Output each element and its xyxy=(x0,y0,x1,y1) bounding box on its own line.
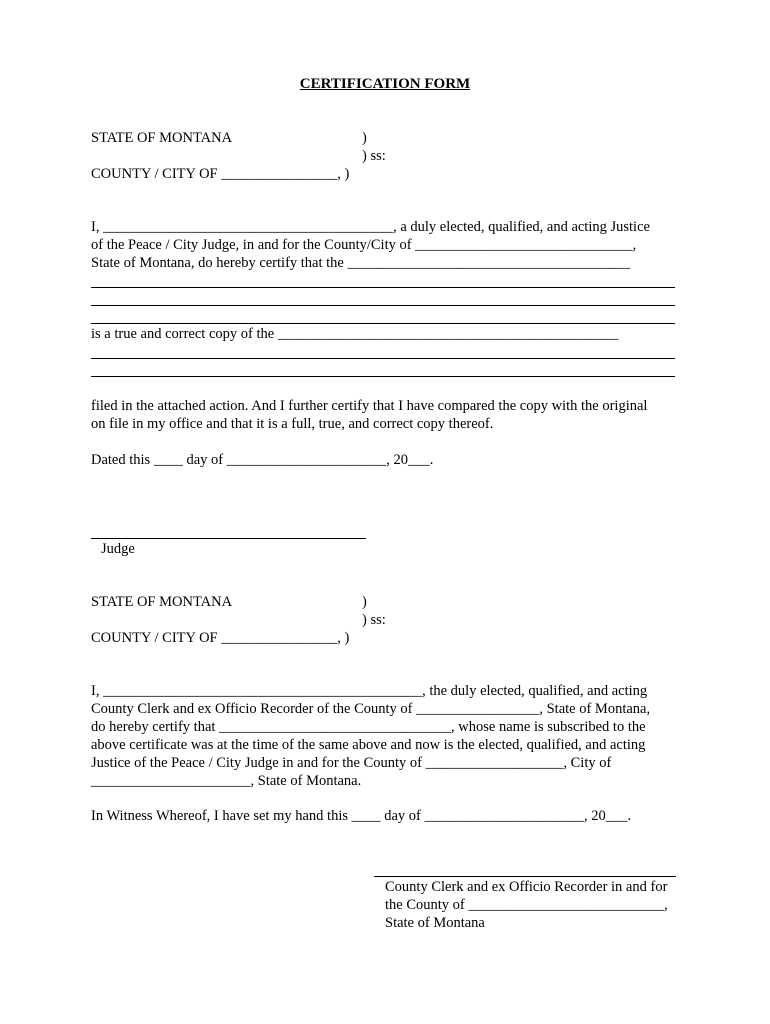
state-of-montana-label: STATE OF MONTANA xyxy=(91,130,233,146)
judge-signature-line xyxy=(91,538,366,539)
judge-cert-line-1: I, ________________________________________, a duly elected, qualified, and acting Justice xyxy=(91,219,650,235)
clerk-cert-line-4: above certificate was at the time of the same above and now is the elected, qualified, and acting xyxy=(91,737,646,753)
venue-ss: ) ss: xyxy=(362,612,386,628)
county-city-label: COUNTY / CITY OF ________________, ) xyxy=(91,630,350,646)
venue-ss: ) ss: xyxy=(362,148,386,164)
filed-statement-line-2: on file in my office and that it is a full, true, and correct copy thereof. xyxy=(91,416,494,432)
blank-line xyxy=(91,323,675,324)
venue-paren: ) xyxy=(362,130,367,146)
filed-statement-line-1: filed in the attached action. And I further certify that I have compared the copy with the original xyxy=(91,398,648,414)
clerk-cert-line-3: do hereby certify that ________________________________, whose name is subscribed to the xyxy=(91,719,646,735)
county-city-label: COUNTY / CITY OF ________________, ) xyxy=(91,166,350,182)
form-title: CERTIFICATION FORM xyxy=(299,76,471,92)
clerk-cert-line-2: County Clerk and ex Officio Recorder of the County of _________________, State of Montana, xyxy=(91,701,651,717)
copy-of-line: is a true and correct copy of the _______________________________________________ xyxy=(91,326,619,342)
clerk-signature-state: State of Montana xyxy=(385,915,485,931)
judge-label: Judge xyxy=(101,541,135,557)
venue-paren: ) xyxy=(362,594,367,610)
witness-line: In Witness Whereof, I have set my hand this ____ day of ______________________, 20___. xyxy=(91,808,632,824)
state-of-montana-label: STATE OF MONTANA xyxy=(91,594,233,610)
clerk-signature-county: the County of ___________________________, xyxy=(385,897,668,913)
blank-line xyxy=(91,376,675,377)
clerk-signature-line xyxy=(374,876,676,877)
judge-cert-line-2: of the Peace / City Judge, in and for the County/City of ______________________________, xyxy=(91,237,637,253)
judge-cert-line-3: State of Montana, do hereby certify that the _______________________________________ xyxy=(91,255,631,271)
clerk-cert-line-6: ______________________, State of Montana. xyxy=(91,773,362,789)
clerk-cert-line-1: I, ____________________________________________, the duly elected, qualified, and acting xyxy=(91,683,648,699)
blank-line xyxy=(91,305,675,306)
blank-line xyxy=(91,287,675,288)
dated-line: Dated this ____ day of ______________________, 20___. xyxy=(91,452,434,468)
clerk-signature-title: County Clerk and ex Officio Recorder in and for xyxy=(385,879,668,895)
clerk-cert-line-5: Justice of the Peace / City Judge in and for the County of ___________________, City of xyxy=(91,755,612,771)
blank-line xyxy=(91,358,675,359)
